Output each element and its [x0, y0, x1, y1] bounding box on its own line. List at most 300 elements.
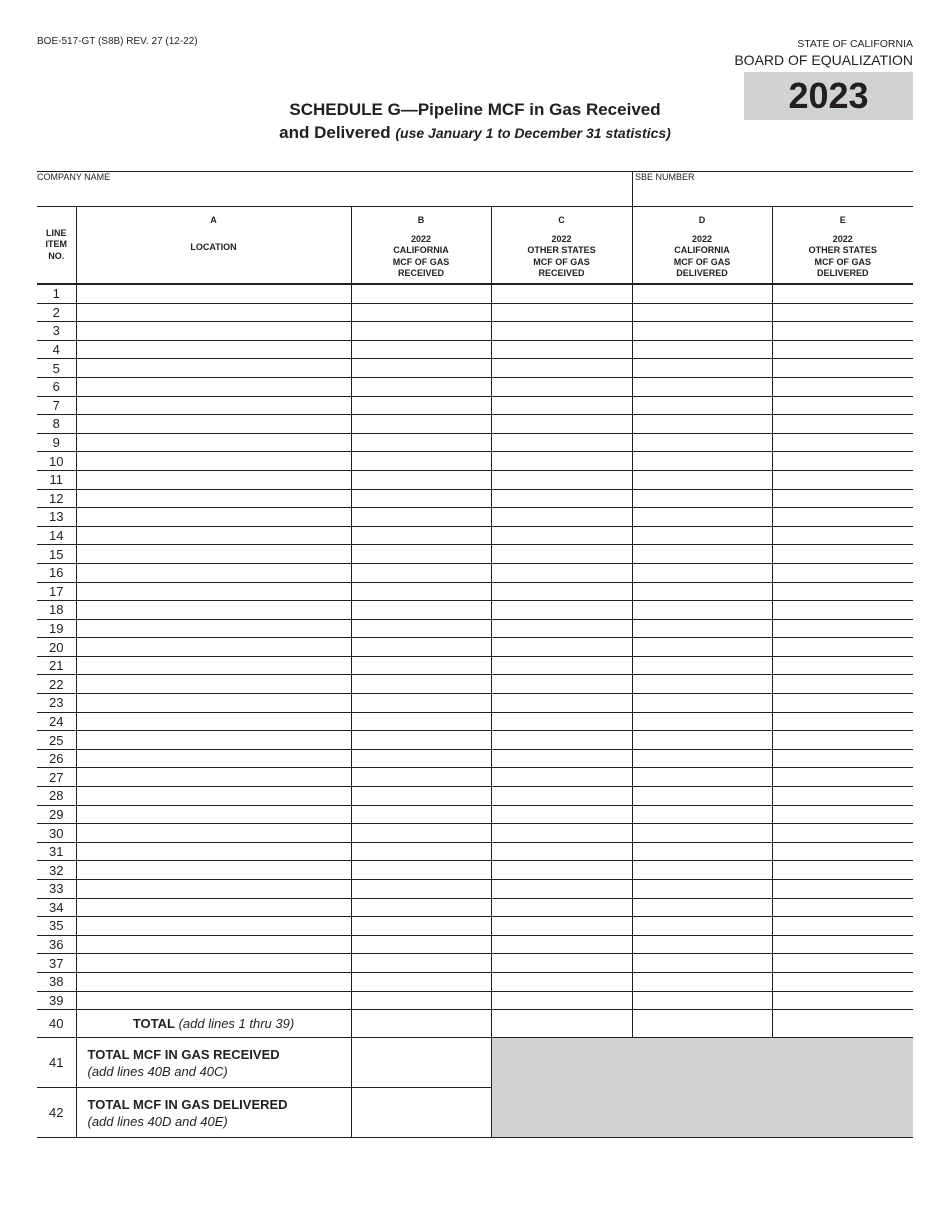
other-delivered-cell[interactable] — [772, 489, 913, 508]
ca-delivered-cell[interactable] — [632, 861, 772, 880]
location-cell[interactable] — [76, 340, 351, 359]
table-row — [37, 619, 913, 638]
total-cell-d[interactable] — [632, 1010, 772, 1038]
other-received-cell[interactable] — [491, 880, 632, 899]
other-received-cell[interactable] — [491, 917, 632, 936]
line-number: 36 — [37, 935, 76, 954]
ca-received-cell[interactable] — [351, 582, 491, 601]
line-number: 11 — [37, 470, 76, 489]
line-number: 9 — [37, 433, 76, 452]
line-number: 17 — [37, 582, 76, 601]
ca-delivered-cell[interactable] — [632, 359, 772, 378]
other-received-cell[interactable] — [491, 861, 632, 880]
ca-received-cell[interactable] — [351, 824, 491, 843]
table-row — [37, 694, 913, 713]
ca-delivered-cell[interactable] — [632, 489, 772, 508]
other-received-cell[interactable] — [491, 340, 632, 359]
col-header-d — [632, 207, 772, 285]
other-delivered-cell[interactable] — [772, 824, 913, 843]
ca-delivered-cell[interactable] — [632, 787, 772, 806]
ca-delivered-cell[interactable] — [632, 433, 772, 452]
ca-delivered-cell[interactable] — [632, 322, 772, 341]
location-cell[interactable] — [76, 805, 351, 824]
location-cell[interactable] — [76, 601, 351, 620]
other-delivered-cell[interactable] — [772, 396, 913, 415]
ca-received-cell[interactable] — [351, 470, 491, 489]
line-number: 37 — [37, 954, 76, 973]
table-body — [37, 284, 913, 1138]
line-number: 13 — [37, 508, 76, 527]
ca-delivered-cell[interactable] — [632, 972, 772, 991]
table-row — [37, 508, 913, 527]
col-label: CALIFORNIA — [393, 245, 449, 255]
other-delivered-cell[interactable] — [772, 582, 913, 601]
ca-received-cell[interactable] — [351, 601, 491, 620]
table-row — [37, 433, 913, 452]
table-row — [37, 880, 913, 899]
total-cell-e[interactable] — [772, 1010, 913, 1038]
location-cell[interactable] — [76, 694, 351, 713]
line-number: 26 — [37, 749, 76, 768]
ca-delivered-cell[interactable] — [632, 749, 772, 768]
location-cell[interactable] — [76, 508, 351, 527]
ca-delivered-cell[interactable] — [632, 396, 772, 415]
ca-received-cell[interactable] — [351, 545, 491, 564]
ca-delivered-cell[interactable] — [632, 563, 772, 582]
total-label-bold: TOTAL — [132, 1016, 175, 1032]
col-label: CALIFORNIA — [674, 245, 730, 255]
ca-delivered-cell[interactable] — [632, 508, 772, 527]
line-number: 19 — [37, 619, 76, 638]
table-row — [37, 303, 913, 322]
ca-received-cell[interactable] — [351, 991, 491, 1010]
ca-delivered-cell[interactable] — [632, 619, 772, 638]
other-received-cell[interactable] — [491, 805, 632, 824]
received-total-label — [76, 1038, 351, 1088]
location-cell[interactable] — [76, 935, 351, 954]
location-cell[interactable] — [76, 396, 351, 415]
ca-received-cell[interactable] — [351, 638, 491, 657]
sbe-number-field[interactable] — [635, 186, 911, 204]
location-cell[interactable] — [76, 991, 351, 1010]
table-row — [37, 731, 913, 750]
location-cell[interactable] — [76, 954, 351, 973]
other-delivered-cell[interactable] — [772, 452, 913, 471]
col-label: LOCATION — [190, 241, 237, 252]
other-delivered-cell[interactable] — [772, 601, 913, 620]
location-cell[interactable] — [76, 656, 351, 675]
line-number: 23 — [37, 694, 76, 713]
other-received-cell[interactable] — [491, 563, 632, 582]
line-number: 21 — [37, 656, 76, 675]
other-received-cell[interactable] — [491, 452, 632, 471]
other-received-cell[interactable] — [491, 601, 632, 620]
ca-received-cell[interactable] — [351, 917, 491, 936]
col-label: OTHER STATES — [808, 245, 877, 255]
other-delivered-cell[interactable] — [772, 303, 913, 322]
ca-delivered-cell[interactable] — [632, 601, 772, 620]
ca-received-cell[interactable] — [351, 768, 491, 787]
ca-received-cell[interactable] — [351, 805, 491, 824]
table-row — [37, 284, 913, 303]
ca-delivered-cell[interactable] — [632, 898, 772, 917]
ca-received-cell[interactable] — [351, 396, 491, 415]
ca-received-cell[interactable] — [351, 731, 491, 750]
other-delivered-cell[interactable] — [772, 284, 913, 303]
location-cell[interactable] — [76, 526, 351, 545]
total-label — [76, 1010, 351, 1038]
location-cell[interactable] — [76, 470, 351, 489]
company-name-label: COMPANY NAME — [37, 172, 111, 182]
location-cell[interactable] — [76, 582, 351, 601]
table-row — [37, 805, 913, 824]
table-row — [37, 861, 913, 880]
other-received-cell[interactable] — [491, 842, 632, 861]
other-received-cell[interactable] — [491, 768, 632, 787]
table-row — [37, 322, 913, 341]
table-row — [37, 396, 913, 415]
ca-delivered-cell[interactable] — [632, 991, 772, 1010]
ca-delivered-cell[interactable] — [632, 954, 772, 973]
other-received-cell[interactable] — [491, 935, 632, 954]
other-delivered-cell[interactable] — [772, 470, 913, 489]
col-label: DELIVERED — [676, 268, 728, 278]
location-cell[interactable] — [76, 563, 351, 582]
header-row — [37, 207, 913, 285]
table-row — [37, 489, 913, 508]
line-number: 31 — [37, 842, 76, 861]
table-row — [37, 359, 913, 378]
other-delivered-cell[interactable] — [772, 433, 913, 452]
location-cell[interactable] — [76, 787, 351, 806]
subtitle-italic: (use January 1 to December 31 statistics) — [395, 125, 671, 141]
delivered-total-label — [76, 1088, 351, 1138]
other-received-cell[interactable] — [491, 489, 632, 508]
location-cell[interactable] — [76, 768, 351, 787]
location-cell[interactable] — [76, 545, 351, 564]
location-cell[interactable] — [76, 749, 351, 768]
ca-delivered-cell[interactable] — [632, 917, 772, 936]
other-delivered-cell[interactable] — [772, 377, 913, 396]
col-label: 2022 — [691, 233, 713, 244]
other-delivered-cell[interactable] — [772, 861, 913, 880]
location-cell[interactable] — [76, 972, 351, 991]
line-number: 8 — [37, 415, 76, 434]
ca-received-cell[interactable] — [351, 694, 491, 713]
other-delivered-cell[interactable] — [772, 972, 913, 991]
location-cell[interactable] — [76, 638, 351, 657]
other-delivered-cell[interactable] — [772, 842, 913, 861]
other-received-cell[interactable] — [491, 656, 632, 675]
line-number: 38 — [37, 972, 76, 991]
other-received-cell[interactable] — [491, 582, 632, 601]
other-received-cell[interactable] — [491, 638, 632, 657]
ca-received-cell[interactable] — [351, 842, 491, 861]
ca-received-cell[interactable] — [351, 452, 491, 471]
subtitle-bold: and Delivered — [279, 123, 391, 142]
location-cell[interactable] — [76, 880, 351, 899]
location-cell[interactable] — [76, 861, 351, 880]
company-name-field[interactable] — [37, 186, 630, 204]
table-row — [37, 787, 913, 806]
other-received-cell[interactable] — [491, 972, 632, 991]
total-cell-b[interactable] — [351, 1010, 491, 1038]
line-number: 24 — [37, 712, 76, 731]
ca-received-cell[interactable] — [351, 861, 491, 880]
table-row — [37, 526, 913, 545]
ca-delivered-cell[interactable] — [632, 768, 772, 787]
line-number: 40 — [37, 1010, 76, 1038]
other-received-cell[interactable] — [491, 675, 632, 694]
line-number: 10 — [37, 452, 76, 471]
ca-delivered-cell[interactable] — [632, 340, 772, 359]
state-name: STATE OF CALIFORNIA — [797, 38, 913, 50]
ca-received-cell[interactable] — [351, 954, 491, 973]
ca-delivered-cell[interactable] — [632, 675, 772, 694]
ca-received-cell[interactable] — [351, 619, 491, 638]
ca-received-cell[interactable] — [351, 303, 491, 322]
total-label-italic: (add lines 1 thru 39) — [178, 1016, 295, 1032]
ca-delivered-cell[interactable] — [632, 935, 772, 954]
table-row — [37, 675, 913, 694]
other-received-cell[interactable] — [491, 694, 632, 713]
table-row — [37, 452, 913, 471]
line-number: 35 — [37, 917, 76, 936]
table-row — [37, 601, 913, 620]
delivered-total-cell[interactable] — [351, 1088, 491, 1138]
ca-delivered-cell[interactable] — [632, 842, 772, 861]
line-number: 20 — [37, 638, 76, 657]
other-delivered-cell[interactable] — [772, 638, 913, 657]
sbe-number-label: SBE NUMBER — [635, 172, 695, 182]
ca-delivered-cell[interactable] — [632, 377, 772, 396]
other-received-cell[interactable] — [491, 787, 632, 806]
table-row — [37, 340, 913, 359]
other-delivered-cell[interactable] — [772, 991, 913, 1010]
other-received-cell[interactable] — [491, 470, 632, 489]
ca-delivered-cell[interactable] — [632, 880, 772, 899]
table-row — [37, 898, 913, 917]
location-cell[interactable] — [76, 712, 351, 731]
ca-received-cell[interactable] — [351, 489, 491, 508]
ca-delivered-cell[interactable] — [632, 824, 772, 843]
other-delivered-cell[interactable] — [772, 712, 913, 731]
location-cell[interactable] — [76, 842, 351, 861]
ca-delivered-cell[interactable] — [632, 526, 772, 545]
col-letter: D — [698, 215, 706, 225]
ca-delivered-cell[interactable] — [632, 545, 772, 564]
location-cell[interactable] — [76, 824, 351, 843]
ca-delivered-cell[interactable] — [632, 303, 772, 322]
other-delivered-cell[interactable] — [772, 508, 913, 527]
ca-delivered-cell[interactable] — [632, 415, 772, 434]
location-cell[interactable] — [76, 619, 351, 638]
ca-delivered-cell[interactable] — [632, 470, 772, 489]
line-number: 39 — [37, 991, 76, 1010]
other-delivered-cell[interactable] — [772, 805, 913, 824]
ca-delivered-cell[interactable] — [632, 805, 772, 824]
ca-received-cell[interactable] — [351, 935, 491, 954]
other-received-cell[interactable] — [491, 954, 632, 973]
other-delivered-cell[interactable] — [772, 545, 913, 564]
col-label: RECEIVED — [397, 268, 444, 278]
ca-delivered-cell[interactable] — [632, 731, 772, 750]
other-delivered-cell[interactable] — [772, 749, 913, 768]
ca-received-cell[interactable] — [351, 749, 491, 768]
location-cell[interactable] — [76, 284, 351, 303]
col-label: MCF OF GAS — [533, 256, 590, 267]
other-delivered-cell[interactable] — [772, 898, 913, 917]
ca-received-cell[interactable] — [351, 972, 491, 991]
table-row — [37, 712, 913, 731]
line-number: 2 — [37, 303, 76, 322]
other-received-cell[interactable] — [491, 712, 632, 731]
other-received-cell[interactable] — [491, 749, 632, 768]
location-cell[interactable] — [76, 731, 351, 750]
other-delivered-cell[interactable] — [772, 787, 913, 806]
col-label: MCF OF GAS — [392, 256, 450, 267]
other-received-cell[interactable] — [491, 359, 632, 378]
ca-delivered-cell[interactable] — [632, 452, 772, 471]
ca-received-cell[interactable] — [351, 526, 491, 545]
ca-delivered-cell[interactable] — [632, 712, 772, 731]
ca-delivered-cell[interactable] — [632, 694, 772, 713]
other-received-cell[interactable] — [491, 396, 632, 415]
col-label: 2022 — [410, 233, 432, 244]
ca-received-cell[interactable] — [351, 322, 491, 341]
line-number: 14 — [37, 526, 76, 545]
line-number: 33 — [37, 880, 76, 899]
other-delivered-cell[interactable] — [772, 322, 913, 341]
line-number: 4 — [37, 340, 76, 359]
col-header-line-no — [37, 207, 76, 285]
location-cell[interactable] — [76, 489, 351, 508]
ca-delivered-cell[interactable] — [632, 638, 772, 657]
schedule-title: SCHEDULE G—Pipeline MCF in Gas Received — [289, 100, 661, 119]
other-received-cell[interactable] — [491, 619, 632, 638]
other-delivered-cell[interactable] — [772, 415, 913, 434]
line-number: 16 — [37, 563, 76, 582]
ca-received-cell[interactable] — [351, 898, 491, 917]
ca-received-cell[interactable] — [351, 508, 491, 527]
line-number: 3 — [37, 322, 76, 341]
line-number: 22 — [37, 675, 76, 694]
other-received-cell[interactable] — [491, 898, 632, 917]
other-delivered-cell[interactable] — [772, 656, 913, 675]
line-number: 5 — [37, 359, 76, 378]
other-delivered-cell[interactable] — [772, 675, 913, 694]
other-received-cell[interactable] — [491, 303, 632, 322]
other-received-cell[interactable] — [491, 377, 632, 396]
total-row — [37, 1010, 913, 1038]
other-delivered-cell[interactable] — [772, 880, 913, 899]
location-cell[interactable] — [76, 898, 351, 917]
other-received-cell[interactable] — [491, 526, 632, 545]
ca-received-cell[interactable] — [351, 563, 491, 582]
other-delivered-cell[interactable] — [772, 619, 913, 638]
col-label: OTHER STATES — [527, 245, 596, 255]
location-cell[interactable] — [76, 433, 351, 452]
other-delivered-cell[interactable] — [772, 935, 913, 954]
shaded-area — [491, 1038, 913, 1138]
ca-received-cell[interactable] — [351, 377, 491, 396]
ca-received-cell[interactable] — [351, 359, 491, 378]
ca-received-cell[interactable] — [351, 675, 491, 694]
line-number: 27 — [37, 768, 76, 787]
other-delivered-cell[interactable] — [772, 954, 913, 973]
received-label-italic: (add lines 40B and 40C) — [87, 1063, 228, 1079]
col-line-label: LINE — [45, 227, 67, 238]
total-cell-c[interactable] — [491, 1010, 632, 1038]
other-received-cell[interactable] — [491, 991, 632, 1010]
location-cell[interactable] — [76, 675, 351, 694]
year-text: 2023 — [788, 75, 869, 116]
other-received-cell[interactable] — [491, 322, 632, 341]
schedule-table — [37, 206, 913, 1138]
other-delivered-cell[interactable] — [772, 526, 913, 545]
other-received-cell[interactable] — [491, 731, 632, 750]
ca-delivered-cell[interactable] — [632, 284, 772, 303]
col-label: 2022 — [832, 233, 853, 244]
received-total-cell[interactable] — [351, 1038, 491, 1088]
location-cell[interactable] — [76, 917, 351, 936]
ca-received-cell[interactable] — [351, 433, 491, 452]
other-delivered-cell[interactable] — [772, 731, 913, 750]
ca-received-cell[interactable] — [351, 880, 491, 899]
other-received-cell[interactable] — [491, 545, 632, 564]
location-cell[interactable] — [76, 359, 351, 378]
table-row — [37, 470, 913, 489]
other-received-cell[interactable] — [491, 415, 632, 434]
location-cell[interactable] — [76, 415, 351, 434]
location-cell[interactable] — [76, 322, 351, 341]
other-delivered-cell[interactable] — [772, 768, 913, 787]
other-received-cell[interactable] — [491, 508, 632, 527]
col-label: MCF OF GAS — [814, 256, 871, 267]
other-delivered-cell[interactable] — [772, 563, 913, 582]
table-row — [37, 563, 913, 582]
other-delivered-cell[interactable] — [772, 359, 913, 378]
other-delivered-cell[interactable] — [772, 694, 913, 713]
line-number: 18 — [37, 601, 76, 620]
ca-received-cell[interactable] — [351, 340, 491, 359]
other-received-cell[interactable] — [491, 433, 632, 452]
col-header-e — [772, 207, 913, 285]
other-received-cell[interactable] — [491, 284, 632, 303]
location-cell[interactable] — [76, 377, 351, 396]
ca-received-cell[interactable] — [351, 284, 491, 303]
ca-received-cell[interactable] — [351, 415, 491, 434]
ca-received-cell[interactable] — [351, 712, 491, 731]
col-line-label: ITEM — [45, 239, 67, 250]
table-row — [37, 917, 913, 936]
ca-delivered-cell[interactable] — [632, 582, 772, 601]
line-number: 28 — [37, 787, 76, 806]
form-id: BOE-517-GT (S8B) REV. 27 (12-22) — [37, 36, 198, 47]
col-letter: C — [558, 215, 565, 225]
col-letter: A — [210, 215, 217, 225]
other-received-cell[interactable] — [491, 824, 632, 843]
col-letter: E — [839, 215, 846, 225]
other-delivered-cell[interactable] — [772, 917, 913, 936]
ca-delivered-cell[interactable] — [632, 656, 772, 675]
ca-received-cell[interactable] — [351, 656, 491, 675]
location-cell[interactable] — [76, 452, 351, 471]
other-delivered-cell[interactable] — [772, 340, 913, 359]
location-cell[interactable] — [76, 303, 351, 322]
line-number: 32 — [37, 861, 76, 880]
ca-received-cell[interactable] — [351, 787, 491, 806]
